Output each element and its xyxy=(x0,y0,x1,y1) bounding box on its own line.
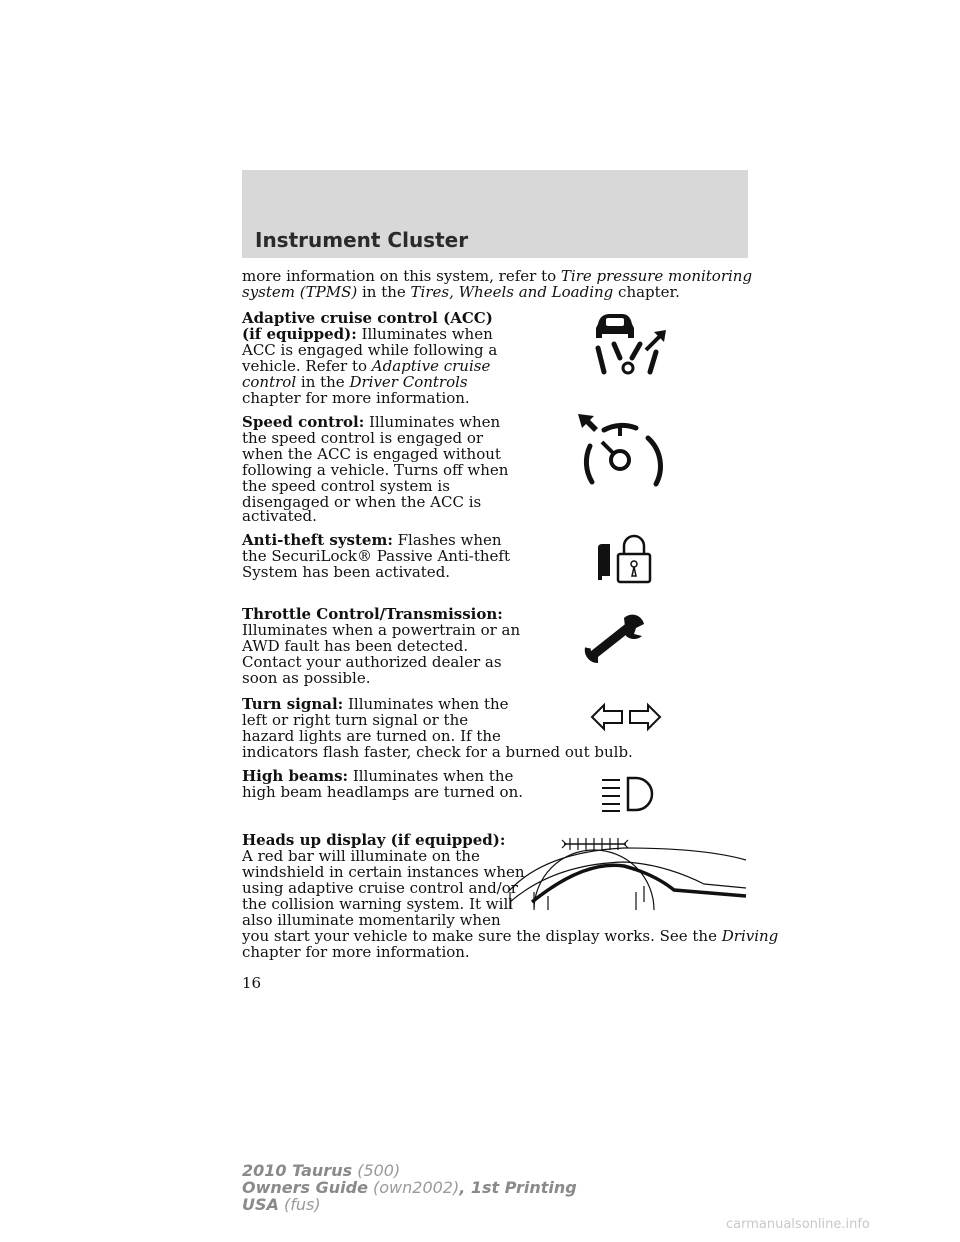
hud-line-5: the collision warning system. It will xyxy=(242,895,514,913)
speed-control-gauge-icon xyxy=(576,412,666,490)
hud-line-6: also illuminate momentarily when xyxy=(242,911,501,929)
high-beam-icon xyxy=(600,774,660,814)
footer-line-1: 2010 Taurus (500) xyxy=(242,1161,401,1180)
hud-line-4: using adaptive cruise control and/or xyxy=(242,879,518,897)
throttle-line-1: Throttle Control/Transmission: xyxy=(242,605,503,623)
acc-line-5: control in the Driver Controls xyxy=(242,373,468,391)
footer-line-2: Owners Guide (own2002), 1st Printing xyxy=(242,1178,577,1197)
chapter-title: Instrument Cluster xyxy=(255,228,469,252)
antitheft-line-3: System has been activated. xyxy=(242,563,451,581)
throttle-line-3: AWD fault has been detected. xyxy=(242,637,469,655)
high-line-1: High beams: Illuminates when the xyxy=(242,767,514,785)
acc-title: Adaptive cruise control (ACC) xyxy=(242,309,493,327)
turn-line-1: Turn signal: Illuminates when the xyxy=(242,695,509,713)
acc-line-4: vehicle. Refer to Adaptive cruise xyxy=(242,357,491,375)
tpms-reference: Tire pressure monitoring xyxy=(560,267,753,285)
hud-line-7: you start your vehicle to make sure the display works. See the Driving xyxy=(242,927,779,945)
intro-line-1: more information on this system, refer to Tire pressure monitoring xyxy=(242,267,753,285)
turn-signal-arrows-icon xyxy=(590,702,662,732)
hud-line-2: A red bar will illuminate on the xyxy=(242,847,480,865)
speed-line-3: when the ACC is engaged without xyxy=(242,445,501,463)
anti-theft-lock-icon xyxy=(594,534,656,586)
acc-line-3: ACC is engaged while following a xyxy=(242,341,498,359)
high-line-2: high beam headlamps are turned on. xyxy=(242,783,524,801)
speed-line-2: the speed control is engaged or xyxy=(242,429,484,447)
antitheft-line-2: the SecuriLock® Passive Anti-theft xyxy=(242,547,510,565)
speed-line-7: activated. xyxy=(242,507,317,525)
acc-line-6: chapter for more information. xyxy=(242,389,470,407)
hud-line-3: windshield in certain instances when xyxy=(242,863,525,881)
antitheft-line-1: Anti-theft system: Flashes when xyxy=(242,531,502,549)
hud-line-1: Heads up display (if equipped): xyxy=(242,831,506,849)
hud-line-8: chapter for more information. xyxy=(242,943,470,961)
turn-line-2: left or right turn signal or the xyxy=(242,711,469,729)
tires-chapter-reference: Tires, Wheels and Loading xyxy=(410,283,614,301)
watermark: carmanualsonline.info xyxy=(726,1217,870,1232)
throttle-line-4: Contact your authorized dealer as xyxy=(242,653,502,671)
footer-line-3: USA (fus) xyxy=(242,1195,321,1214)
speed-line-1: Speed control: Illuminates when xyxy=(242,413,501,431)
wrench-icon xyxy=(584,608,650,664)
heads-up-display-icon xyxy=(504,830,750,912)
turn-line-4: indicators flash faster, check for a burned out bulb. xyxy=(242,743,633,761)
speed-line-4: following a vehicle. Turns off when xyxy=(242,461,509,479)
turn-line-3: hazard lights are turned on. If the xyxy=(242,727,501,745)
throttle-line-2: Illuminates when a powertrain or an xyxy=(242,621,521,639)
acc-car-gauge-icon xyxy=(588,310,670,380)
throttle-line-5: soon as possible. xyxy=(242,669,371,687)
acc-line-2: (if equipped): Illuminates when xyxy=(242,325,493,343)
footer-imprint xyxy=(242,1162,577,1213)
intro-line-2: system (TPMS) in the Tires, Wheels and Loading chapter. xyxy=(242,283,680,301)
speed-line-6: disengaged or when the ACC is xyxy=(242,493,482,511)
page-number: 16 xyxy=(242,974,262,992)
speed-line-5: the speed control system is xyxy=(242,477,450,495)
